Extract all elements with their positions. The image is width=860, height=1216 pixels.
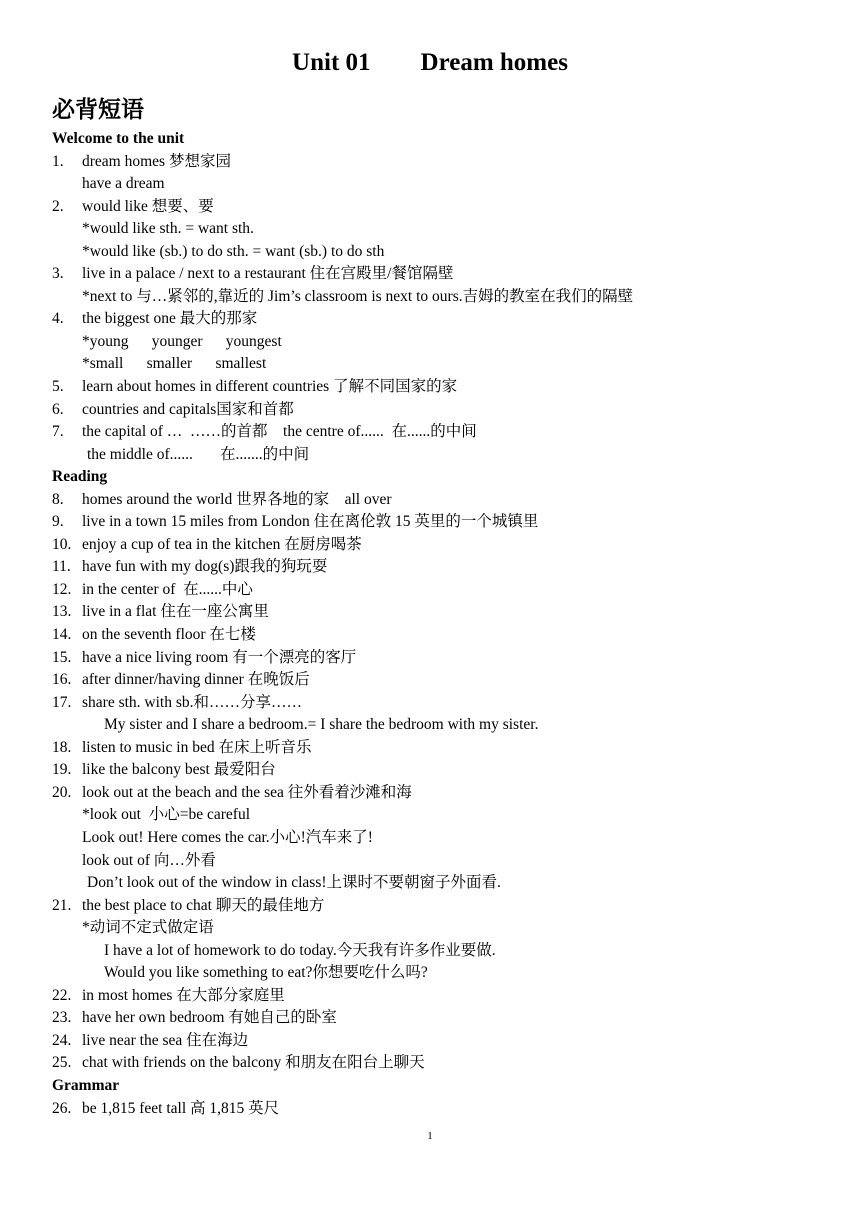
note-text: *young younger youngest — [82, 332, 282, 350]
item-number: 20. — [52, 783, 72, 801]
note-line — [52, 444, 842, 467]
item-text: live in a flat 住在一座公寓里 — [82, 603, 269, 621]
item-text: learn about homes in different countries 了解不同国家的家 — [82, 378, 458, 396]
list-item — [52, 556, 842, 579]
list-item — [52, 624, 842, 647]
note-line — [52, 218, 842, 241]
item-text: live in a palace / next to a restaurant 住在宫殿里/餐馆隔壁 — [82, 265, 454, 283]
list-item — [52, 647, 842, 670]
item-number: 26. — [52, 1099, 72, 1117]
item-number: 12. — [52, 580, 72, 598]
item-number: 17. — [52, 693, 72, 711]
item-number: 19. — [52, 761, 72, 779]
note-line — [52, 286, 842, 309]
subsection-heading: Reading — [52, 468, 108, 486]
item-text: live near the sea 住在海边 — [82, 1031, 249, 1049]
note-text: *would like (sb.) to do sth. = want (sb.) to do sth — [82, 242, 385, 260]
item-number: 15. — [52, 648, 72, 666]
list-item — [52, 579, 842, 602]
note-text: *look out 小心=be careful — [82, 806, 251, 824]
note-line — [52, 917, 842, 940]
item-number: 2. — [52, 197, 64, 215]
note-line — [52, 962, 842, 985]
item-text: have fun with my dog(s)跟我的狗玩耍 — [82, 558, 328, 576]
list-item — [52, 263, 842, 286]
item-number: 8. — [52, 490, 64, 508]
item-text: live in a town 15 miles from London 住在离伦敦 15 英里的一个城镇里 — [82, 513, 539, 531]
subsection-heading: Welcome to the unit — [52, 130, 185, 147]
item-number: 16. — [52, 671, 72, 689]
list-item — [52, 737, 842, 760]
item-number: 10. — [52, 535, 72, 553]
item-number: 4. — [52, 310, 64, 328]
list-item — [52, 151, 842, 174]
list-item — [52, 782, 842, 805]
note-text: have a dream — [82, 175, 165, 193]
item-text: homes around the world 世界各地的家 all over — [82, 490, 392, 508]
item-text: look out at the beach and the sea 往外看着沙滩和海 — [82, 783, 412, 801]
phrase-list — [52, 128, 842, 1120]
note-text: the middle of...... 在.......的中间 — [87, 445, 310, 463]
page-title: Unit 01 Dream homes — [292, 49, 568, 76]
item-text: have a nice living room 有一个漂亮的客厅 — [82, 648, 357, 666]
list-item — [52, 196, 842, 219]
note-line — [52, 714, 842, 737]
item-text: in most homes 在大部分家庭里 — [82, 986, 285, 1004]
item-text: countries and capitals国家和首都 — [82, 400, 294, 418]
note-text: Don’t look out of the window in class!上课时不要朝窗子外面看. — [87, 874, 501, 892]
note-text: I have a lot of homework to do today.今天我有许多作业要做. — [104, 941, 496, 959]
list-item — [52, 308, 842, 331]
note-line — [52, 872, 842, 895]
list-item — [52, 1098, 842, 1121]
item-text: on the seventh floor 在七楼 — [82, 626, 256, 644]
note-text: My sister and I share a bedroom.= I share the bedroom with my sister. — [104, 716, 539, 734]
list-item — [52, 489, 842, 512]
item-text: listen to music in bed 在床上听音乐 — [82, 738, 312, 756]
list-item — [52, 669, 842, 692]
item-text: chat with friends on the balcony 和朋友在阳台上聊天 — [82, 1054, 425, 1072]
item-number: 18. — [52, 738, 72, 756]
item-number: 5. — [52, 378, 64, 396]
item-text: the capital of … ……的首都 the centre of...... 在......的中间 — [82, 423, 477, 441]
note-line — [52, 331, 842, 354]
note-text: *动词不定式做定语 — [82, 919, 214, 937]
item-number: 13. — [52, 603, 72, 621]
note-text: *next to 与…紧邻的,靠近的 Jim’s classroom is next to ours.吉姆的教室在我们的隔壁 — [82, 287, 634, 305]
list-item — [52, 1007, 842, 1030]
item-number: 3. — [52, 265, 64, 283]
note-line — [52, 940, 842, 963]
item-text: would like 想要、要 — [82, 197, 214, 215]
item-text: the biggest one 最大的那家 — [82, 310, 258, 328]
list-item — [52, 985, 842, 1008]
item-number: 6. — [52, 400, 64, 418]
item-number: 11. — [52, 558, 71, 576]
item-number: 22. — [52, 986, 72, 1004]
list-item — [52, 376, 842, 399]
item-number: 21. — [52, 896, 72, 914]
list-item — [52, 399, 842, 422]
item-number: 25. — [52, 1054, 72, 1072]
note-text: *would like sth. = want sth. — [82, 220, 254, 238]
list-item — [52, 692, 842, 715]
item-text: after dinner/having dinner 在晚饭后 — [82, 671, 310, 689]
list-item — [52, 759, 842, 782]
list-item — [52, 895, 842, 918]
note-line — [52, 173, 842, 196]
item-number: 14. — [52, 626, 72, 644]
item-number: 23. — [52, 1009, 72, 1027]
note-line — [52, 241, 842, 264]
list-item — [52, 601, 842, 624]
note-line — [52, 353, 842, 376]
note-line — [52, 827, 842, 850]
item-number: 1. — [52, 152, 64, 170]
note-line — [52, 850, 842, 873]
item-text: be 1,815 feet tall 高 1,815 英尺 — [82, 1099, 280, 1117]
item-number: 9. — [52, 513, 64, 531]
section-title: 必背短语 — [52, 97, 144, 123]
item-text: in the center of 在......中心 — [82, 580, 253, 598]
item-text: share sth. with sb.和……分享…… — [82, 693, 303, 711]
item-number: 7. — [52, 423, 64, 441]
note-text: *small smaller smallest — [82, 355, 267, 373]
list-item — [52, 421, 842, 444]
note-text: Look out! Here comes the car.小心!汽车来了! — [82, 828, 373, 846]
item-number: 24. — [52, 1031, 72, 1049]
note-text: look out of 向…外看 — [82, 851, 216, 869]
list-item — [52, 511, 842, 534]
list-item — [52, 1030, 842, 1053]
item-text: enjoy a cup of tea in the kitchen 在厨房喝茶 — [82, 535, 362, 553]
note-text: Would you like something to eat?你想要吃什么吗? — [104, 964, 428, 982]
page-number: 1 — [427, 1130, 433, 1142]
item-text: have her own bedroom 有她自己的卧室 — [82, 1009, 337, 1027]
list-item — [52, 534, 842, 557]
subsection-heading: Grammar — [52, 1076, 120, 1094]
item-text: the best place to chat 聊天的最佳地方 — [82, 896, 325, 914]
note-line — [52, 804, 842, 827]
list-item — [52, 1052, 842, 1075]
item-text: like the balcony best 最爱阳台 — [82, 761, 276, 779]
item-text: dream homes 梦想家园 — [82, 152, 231, 170]
